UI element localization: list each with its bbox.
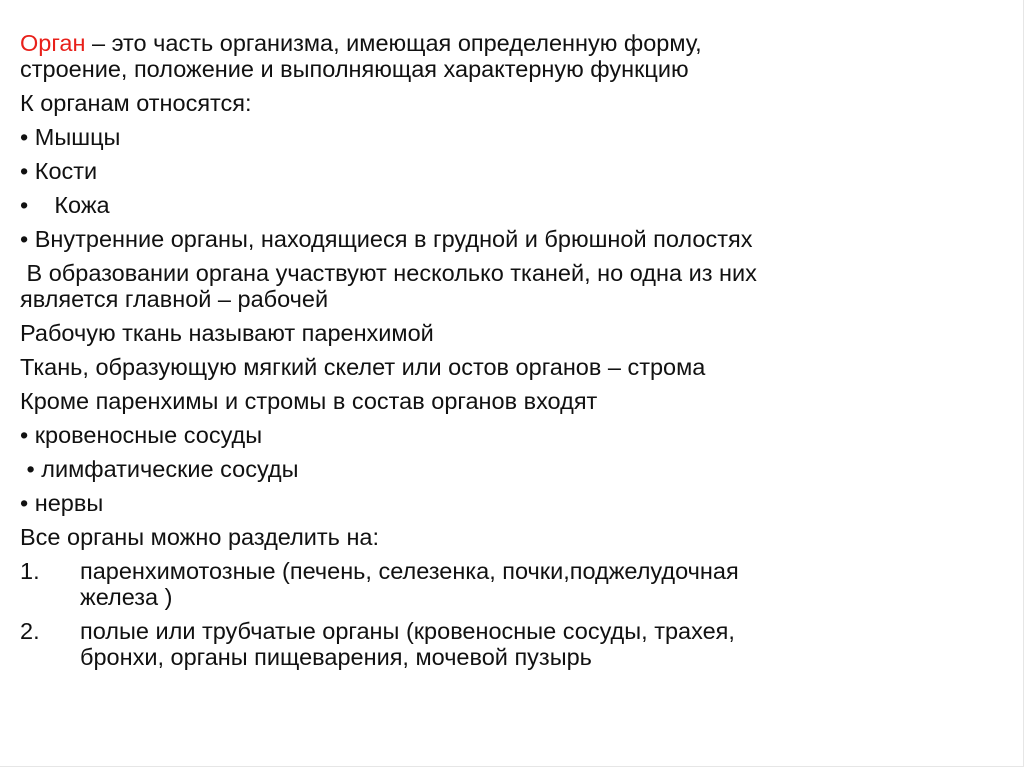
organ-type-bones: • Кости (20, 158, 98, 184)
organ-definition (20, 30, 1000, 82)
division-item-2-line1: полые или трубчатые органы (кровеносные сосуды, трахея, (80, 618, 735, 644)
tissue-paragraph-line1: В образовании органа участвуют несколько тканей, но одна из них (20, 260, 757, 286)
division-item-2 (20, 618, 1000, 670)
also-includes-text: Кроме паренхимы и стромы в состав органов входят (20, 388, 598, 414)
organ-type-internal: • Внутренние органы, находящиеся в грудной и брюшной полостях (20, 226, 753, 252)
tissue-paragraph-line2: является главной – рабочей (20, 286, 329, 312)
division-item-1 (20, 558, 1000, 610)
organ-type-muscles: • Мышцы (20, 124, 121, 150)
tissue-paragraph (20, 260, 1000, 312)
component-nerves: • нервы (20, 490, 104, 516)
organ-type-skin: • Кожа (20, 192, 110, 218)
organ-definition-line2: строение, положение и выполняющая характерную функцию (20, 56, 689, 82)
stroma-text: Ткань, образующую мягкий скелет или остов органов – строма (20, 354, 706, 380)
organs-intro: К органам относятся: (20, 90, 252, 116)
division-item-2-number: 2. (20, 618, 40, 644)
organ-term: Орган (20, 30, 86, 56)
organ-definition-line1: – это часть организма, имеющая определенную форму, (85, 30, 702, 56)
division-item-1-line1: паренхимотозные (печень, селезенка, почки,поджелудочная (80, 558, 739, 584)
division-item-1-line2: железа ) (80, 584, 173, 610)
division-intro: Все органы можно разделить на: (20, 524, 380, 550)
slide-content (20, 30, 1000, 678)
component-blood-vessels: • кровеносные сосуды (20, 422, 263, 448)
component-lymph-vessels: • лимфатические сосуды (20, 456, 299, 482)
division-item-2-line2: бронхи, органы пищеварения, мочевой пузырь (80, 644, 592, 670)
parenchyma-text: Рабочую ткань называют паренхимой (20, 320, 434, 346)
division-item-1-number: 1. (20, 558, 40, 584)
